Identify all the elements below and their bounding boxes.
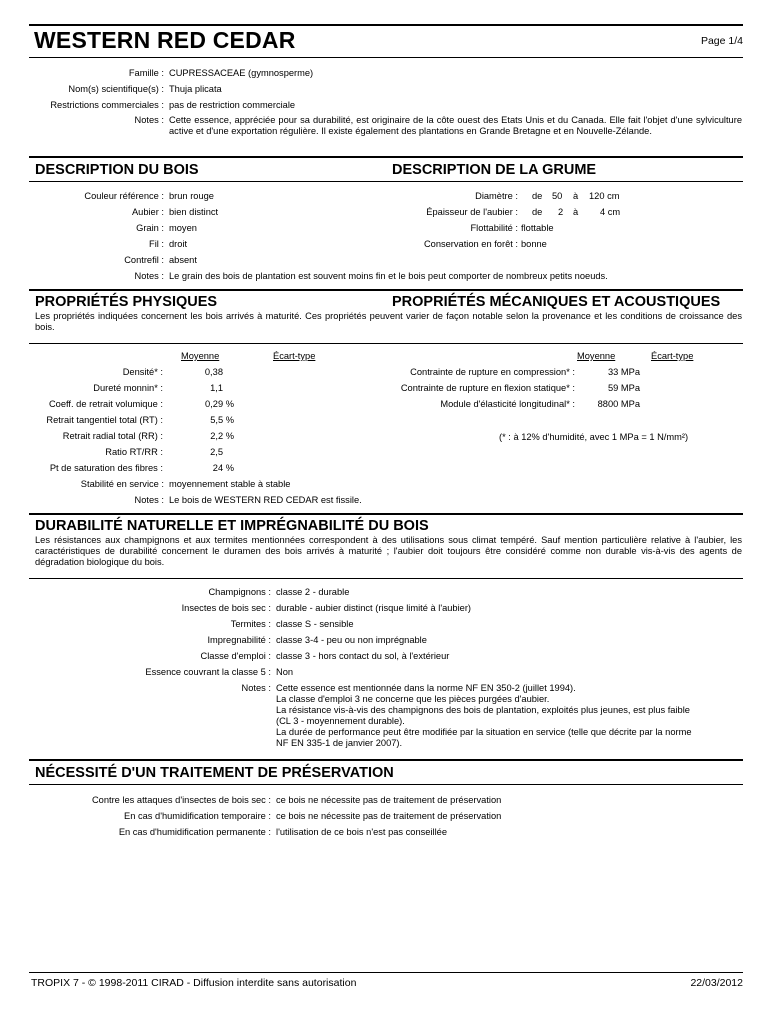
restrictions-label: Restrictions commerciales : [50,100,164,110]
stabilite-value: moyennement stable à stable [169,479,291,489]
physical-notes-label: Notes : [134,495,164,505]
durete-value: 1,1 [210,383,223,393]
durability-note-line: (CL 3 - moyennement durable). [276,716,405,726]
densite-label: Densité* : [122,367,163,377]
humidification-permanente-value: l'utilisation de ce bois n'est pas conseillée [276,827,447,837]
fil-label: Fil : [149,239,164,249]
diametre-min: 50 [552,191,563,201]
section-rule [29,289,743,291]
diametre-label: Diamètre : [475,191,518,201]
mech-col-ecart-type: Écart-type [651,351,694,361]
impregnabilite-value: classe 3-4 - peu ou non imprégnable [276,635,427,645]
saturation-label: Pt de saturation des fibres : [49,463,163,473]
top-rule [29,24,743,26]
retrait-volumique-label: Coeff. de retrait volumique : [48,399,163,409]
durability-intro: Les résistances aux champignons et aux termites mentionnées correspondent à des utilisations sous climat tempéré. Sauf mention particulière relative à l'aubier, les caractéristiques de durabilité concernent le duramen des bois arrivés à maturité ; l'aubier doit toujours être considéré comme non durable vis-à-vis des agents de dégradation biologique du bois. [35,535,742,567]
humidification-temporaire-label: En cas d'humidification temporaire : [124,811,271,821]
elasticite-value: 8800 MPa [597,399,640,409]
physical-properties-title: PROPRIÉTÉS PHYSIQUES [35,294,218,310]
nom-scientifique-label: Nom(s) scientifique(s) : [68,84,164,94]
restrictions-value: pas de restriction commerciale [169,100,296,110]
durability-note-line: La classe d'emploi 3 ne concerne que les pièces purgées d'aubier. [276,694,550,704]
elasticite-label: Module d'élasticité longitudinal* : [440,399,575,409]
humidification-temporaire-value: ce bois ne nécessite pas de traitement de préservation [276,811,502,821]
durability-note-line: La résistance vis-à-vis des champignons des bois de plantation, exploités plus jeunes, est plus faible [276,705,690,715]
famille-label: Famille : [128,68,164,78]
footer-date: 22/03/2012 [690,977,743,989]
log-description-title: DESCRIPTION DE LA GRUME [392,162,597,178]
section-subrule [29,343,743,344]
famille-value: CUPRESSACEAE (gymnosperme) [169,68,314,78]
physical-intro: Les propriétés indiquées concernent les bois arrivés à maturité. Ces propriétés peuvent varier de façon notable selon la provenance et les conditions de croissance des bois. [35,311,742,332]
ratio-value: 2,5 [210,447,223,457]
conservation-value: bonne [521,239,547,249]
mech-col-moyenne: Moyenne [577,351,616,361]
durability-note-line: NF EN 335-1 de janvier 2007). [276,738,403,748]
humidification-permanente-label: En cas d'humidification permanente : [118,827,271,837]
durability-note-line: Cette essence est mentionnée dans la norme NF EN 350-2 (juillet 1994). [276,683,576,693]
densite-value: 0,38 [204,367,223,377]
physical-notes-text: Le bois de WESTERN RED CEDAR est fissile. [169,495,362,505]
wood-notes-text: Le grain des bois de plantation est souvent moins fin et le bois peut comporter de nombreux petits noeuds. [169,271,608,281]
diametre-max: 120 cm [589,191,620,201]
impregnabilite-label: Impregnabilité : [207,635,271,645]
classe-emploi-value: classe 3 - hors contact du sol, à l'extérieur [276,651,450,661]
termites-value: classe S - sensible [276,619,354,629]
stabilite-label: Stabilité en service : [80,479,164,489]
durability-note-line: La durée de performance peut être modifiée par la situation en service (telle que décrite par la norme [276,727,692,737]
retrait-tangentiel-label: Retrait tangentiel total (RT) : [46,415,163,425]
col-ecart-type: Écart-type [273,351,316,361]
retrait-radial-value: 2,2 % [210,431,234,441]
retrait-tangentiel-value: 5,5 % [210,415,234,425]
flottabilite-label: Flottabilité : [470,223,518,233]
aubier-value: bien distinct [169,207,219,217]
general-notes-text: Cette essence, appréciée pour sa durabilité, est originaire de la côte ouest des Etats Unis et du Canada. Elle fait l'objet d'une sylviculture active et d'une exportation régulière. Il existe également des plantations en Grande Bretagne et en Nouvelle-Zélande. [169,115,742,136]
grain-label: Grain : [136,223,164,233]
champignons-label: Champignons : [208,587,271,597]
footer-rule [29,972,743,973]
compression-value: 33 MPa [607,367,640,377]
col-moyenne: Moyenne [181,351,220,361]
treatment-title: NÉCESSITÉ D'UN TRAITEMENT DE PRÉSERVATION [35,765,394,781]
ratio-label: Ratio RT/RR : [105,447,163,457]
nom-scientifique-value: Thuja plicata [169,84,222,94]
couleur-label: Couleur référence : [84,191,164,201]
insectes-treatment-value: ce bois ne nécessite pas de traitement de préservation [276,795,502,805]
aubier-thickness-label: Épaisseur de l'aubier : [426,207,518,217]
flexion-label: Contrainte de rupture en flexion statique* : [400,383,575,393]
section-rule [29,156,743,158]
retrait-radial-label: Retrait radial total (RR) : [62,431,163,441]
section-rule [29,513,743,515]
insectes-value: durable - aubier distinct (risque limité à l'aubier) [276,603,472,613]
page-number: Page 1/4 [700,35,743,47]
classe5-value: Non [276,667,294,677]
compression-label: Contrainte de rupture en compression* : [410,367,575,377]
section-subrule [29,181,743,182]
aubier-thickness-max: 4 cm [600,207,621,217]
aubier-thickness-min: 2 [558,207,564,217]
insectes-label: Insectes de bois sec : [181,603,271,613]
flexion-value: 59 MPa [607,383,640,393]
conservation-label: Conservation en forêt : [423,239,518,249]
aubier-label: Aubier : [131,207,164,217]
contrefil-label: Contrefil : [124,255,164,265]
durability-title: DURABILITÉ NATURELLE ET IMPRÉGNABILITÉ DU BOIS [35,518,429,534]
durete-label: Dureté monnin* : [93,383,163,393]
section-subrule [29,784,743,785]
flottabilite-value: flottable [521,223,554,233]
section-subrule [29,578,743,579]
wood-notes-label: Notes : [134,271,164,281]
contrefil-value: absent [169,255,197,265]
aubier-thickness-to: à [573,207,579,217]
insectes-treatment-label: Contre les attaques d'insectes de bois sec : [91,795,271,805]
section-rule [29,759,743,761]
saturation-value: 24 % [212,463,234,473]
termites-label: Termites : [230,619,271,629]
general-notes-label: Notes : [134,115,164,125]
diametre-to: à [573,191,579,201]
wood-description-title: DESCRIPTION DU BOIS [35,162,199,178]
couleur-value: brun rouge [169,191,214,201]
diametre-from: de [532,191,543,201]
classe-emploi-label: Classe d'emploi : [200,651,271,661]
champignons-value: classe 2 - durable [276,587,350,597]
footer-copyright: TROPIX 7 - © 1998-2011 CIRAD - Diffusion interdite sans autorisation [31,977,357,989]
retrait-volumique-value: 0,29 % [205,399,234,409]
mechanical-properties-title: PROPRIÉTÉS MÉCANIQUES ET ACOUSTIQUES [392,294,721,310]
classe5-label: Essence couvrant la classe 5 : [145,667,271,677]
durability-notes-label: Notes : [241,683,271,693]
header-rule [29,57,743,58]
grain-value: moyen [169,223,197,233]
humidity-footnote: (* : à 12% d'humidité, avec 1 MPa = 1 N/mm²) [499,432,689,442]
aubier-thickness-from: de [532,207,543,217]
fil-value: droit [169,239,188,249]
page-title: WESTERN RED CEDAR [34,27,296,53]
